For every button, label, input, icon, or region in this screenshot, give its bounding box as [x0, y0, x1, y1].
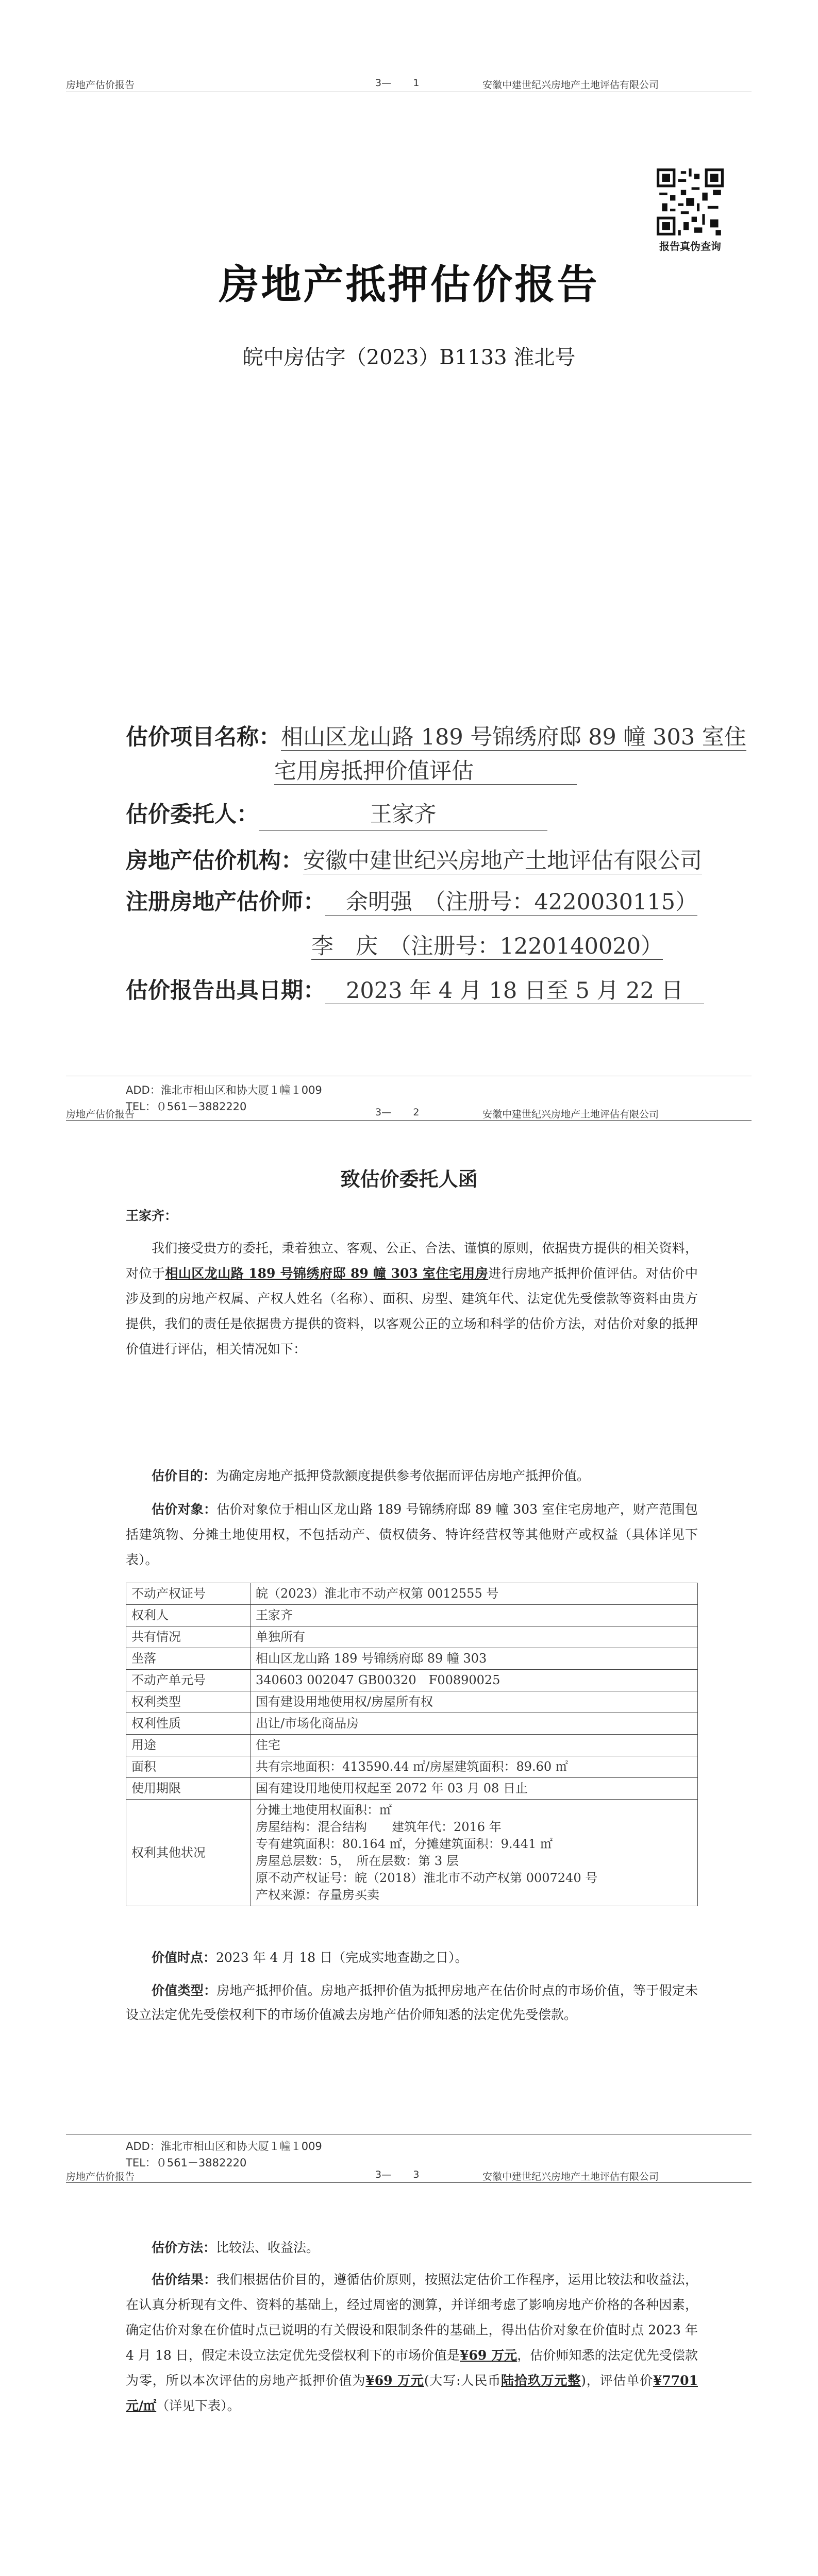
result-paragraph: 估价结果：我们根据估价目的，遵循估价原则，按照法定估价工作程序，运用比较法和收益法，在认真分析现有文件、资料的基础上，经过周密的测算，并详细考虑了影响房地产价格的各种因素，确定估价对象在价值时点已说明的有关假设和限制条件的基础上，得出估价对象在价值时点 2023 年 4 月 18 日，假定未设立法定优先受偿权利下的市场价值是¥69 万元，估价师知悉的法定优先受偿款为零，所以本次评估的房地产抵押价值为¥69 万元(大写:人民币陆拾玖万元整)，评估单价¥7701 元/㎡（详见下表）。: [126, 2272, 698, 2413]
header-rule: [66, 2182, 752, 2183]
agency-row: [126, 845, 702, 877]
footer-tel: TEL：０561－3882220: [126, 2157, 247, 2169]
report-date-value: 2023 年 4 月 18 日至 5 月 22 日: [325, 978, 704, 1004]
table-value: 王家齐: [251, 1605, 698, 1626]
client-value: 王家齐: [259, 799, 547, 831]
table-value: 皖（2023）淮北市不动产权第 0012555 号: [251, 1583, 698, 1605]
header-page-mark: 3— 3: [375, 2169, 420, 2180]
appraiser-label: 注册房地产估价师：: [126, 889, 325, 915]
table-key: 权利人: [126, 1605, 251, 1626]
table-key: 不动产权证号: [126, 1583, 251, 1605]
mortgage-value: ¥69 万元: [365, 2373, 424, 2388]
project-name-line2: 宅用房抵押价值评估: [274, 758, 577, 785]
table-value: 相山区龙山路 189 号锦绣府邸 89 幢 303: [251, 1648, 698, 1670]
table-value: 单独所有: [251, 1626, 698, 1648]
footer: [126, 2138, 322, 2171]
other-rights-line: 房屋结构：混合结构 建筑年代：2016 年: [256, 1820, 502, 1834]
table-key: 坐落: [126, 1648, 251, 1670]
other-rights-cell: [251, 1800, 698, 1906]
table-row: [126, 1735, 698, 1756]
project-name-label: 估价项目名称：: [126, 724, 281, 750]
table-value: 340603 002047 GB00320 F00890025: [251, 1670, 698, 1691]
report-date-row: [126, 975, 704, 1007]
header-rule: [66, 1120, 752, 1121]
table-value: 出让/市场化商品房: [251, 1713, 698, 1735]
table-key: 权利其他状况: [126, 1800, 251, 1906]
table-row: [126, 1670, 698, 1691]
table-key: 面积: [126, 1756, 251, 1778]
value-type-paragraph: 价值类型：房地产抵押价值。房地产抵押价值为抵押房地产在估价时点的市场价值，等于假定未设立法定优先受偿权利下的市场价值减去房地产估价师知悉的法定优先受偿款。: [126, 1983, 698, 2022]
table-key: 共有情况: [126, 1626, 251, 1648]
other-rights-line: 分摊土地使用权面积：㎡: [256, 1803, 392, 1817]
report-title: 房地产抵押估价报告: [219, 262, 599, 308]
qr-code-icon[interactable]: [657, 168, 724, 235]
method-paragraph: 估价方法：比较法、收益法。: [152, 2240, 320, 2255]
table-value: 共有宗地面积：413590.44 ㎡/房屋建筑面积：89.60 ㎡: [251, 1756, 698, 1778]
table-key: 权利性质: [126, 1713, 251, 1735]
table-row: [126, 1778, 698, 1800]
table-row: [126, 1626, 698, 1648]
footer-address: ADD：淮北市相山区和协大厦１幢１009: [126, 1084, 322, 1096]
table-row: [126, 1605, 698, 1626]
property-address: 相山区龙山路 189 号锦绣府邸 89 幢 303 室住宅用房: [165, 1266, 489, 1281]
project-name-row: [126, 721, 746, 753]
project-name-line1: 相山区龙山路 189 号锦绣府邸 89 幢 303 室住: [281, 724, 746, 750]
table-key: 权利类型: [126, 1691, 251, 1713]
header-company: 安徽中建世纪兴房地产土地评估有限公司: [482, 2171, 659, 2182]
header-page-mark: 3— 2: [375, 1107, 420, 1118]
object-paragraph: 估价对象：估价对象位于相山区龙山路 189 号锦绣府邸 89 幢 303 室住宅房地产，财产范围包括建筑物、分摊土地使用权，不包括动产、债权债务、特许经营权等其他财产或权益（具体详见下表）。: [126, 1502, 698, 1567]
report-number: 皖中房估字（2023）B1133 淮北号: [242, 346, 576, 369]
table-row: [126, 1713, 698, 1735]
footer: [126, 1082, 322, 1115]
other-rights-line: 专有建筑面积：80.164 ㎡，分摊建筑面积：9.441 ㎡: [256, 1837, 553, 1851]
agency-label: 房地产估价机构：: [126, 848, 303, 874]
header-left: 房地产估价报告: [66, 1109, 135, 1120]
table-row: [126, 1583, 698, 1605]
project-name-row2: [274, 755, 577, 787]
table-row: [126, 1756, 698, 1778]
table-value: 国有建设用地使用权起至 2072 年 03 月 08 日止: [251, 1778, 698, 1800]
header-company: 安徽中建世纪兴房地产土地评估有限公司: [482, 1109, 659, 1120]
property-table: [126, 1583, 698, 1906]
agency-value: 安徽中建世纪兴房地产土地评估有限公司: [303, 848, 702, 874]
appraiser-row2: [311, 930, 663, 962]
header-left: 房地产估价报告: [66, 79, 135, 91]
salutation: 王家齐：: [126, 1208, 178, 1223]
market-value: ¥69 万元: [460, 2348, 517, 2363]
client-row: [126, 799, 547, 831]
table-key: 不动产单元号: [126, 1670, 251, 1691]
qr-caption: 报告真伪查询: [659, 240, 721, 252]
header-left: 房地产估价报告: [66, 2171, 135, 2182]
footer-tel: TEL：０561－3882220: [126, 1100, 247, 1113]
purpose-paragraph: 估价目的：为确定房地产抵押贷款额度提供参考依据而评估房地产抵押价值。: [152, 1468, 590, 1483]
header-company: 安徽中建世纪兴房地产土地评估有限公司: [482, 79, 659, 91]
unit-price: ¥7701 元/㎡: [126, 2373, 698, 2413]
letter-paragraph-1: 我们接受贵方的委托，秉着独立、客观、公正、合法、谨慎的原则，依据贵方提供的相关资料，对位于相山区龙山路 189 号锦绣府邸 89 幢 303 室住宅用房进行房地产抵押价值评估。对估价中涉及到的房地产权属、产权人姓名（名称）、面积、房型、建筑年代、法定优先受偿款等资料由贵方提供，我们的责任是依据贵方提供的资料，以客观公正的立场和科学的估价方法，对估价对象的抵押价值进行评估，相关情况如下：: [126, 1241, 698, 1357]
footer-address: ADD：淮北市相山区和协大厦１幢１009: [126, 2140, 322, 2153]
appraiser-row: [126, 886, 697, 918]
table-value: 国有建设用地使用权/房屋所有权: [251, 1691, 698, 1713]
table-row: [126, 1691, 698, 1713]
table-key: 用途: [126, 1735, 251, 1756]
report-date-label: 估价报告出具日期：: [126, 978, 325, 1004]
mortgage-value-caps: 陆拾玖万元整: [500, 2373, 581, 2388]
appraiser-2: 李 庆 （注册号：1220140020）: [311, 934, 663, 959]
table-row: [126, 1800, 698, 1906]
table-value: 住宅: [251, 1735, 698, 1756]
client-label: 估价委托人：: [126, 802, 259, 827]
letter-title: 致估价委托人函: [340, 1168, 478, 1191]
other-rights-line: 房屋总层数：5， 所在层数：第 3 层: [256, 1854, 459, 1868]
table-key: 使用期限: [126, 1778, 251, 1800]
other-rights-line: 产权来源：存量房买卖: [256, 1888, 379, 1902]
header-page-mark: 3— 1: [375, 77, 420, 89]
other-rights-line: 原不动产权证号：皖（2018）淮北市不动产权第 0007240 号: [256, 1871, 598, 1885]
table-row: [126, 1648, 698, 1670]
appraiser-1: 余明强 （注册号：4220030115）: [325, 889, 697, 916]
value-time-paragraph: 价值时点：2023 年 4 月 18 日（完成实地查勘之日）。: [152, 1950, 468, 1965]
